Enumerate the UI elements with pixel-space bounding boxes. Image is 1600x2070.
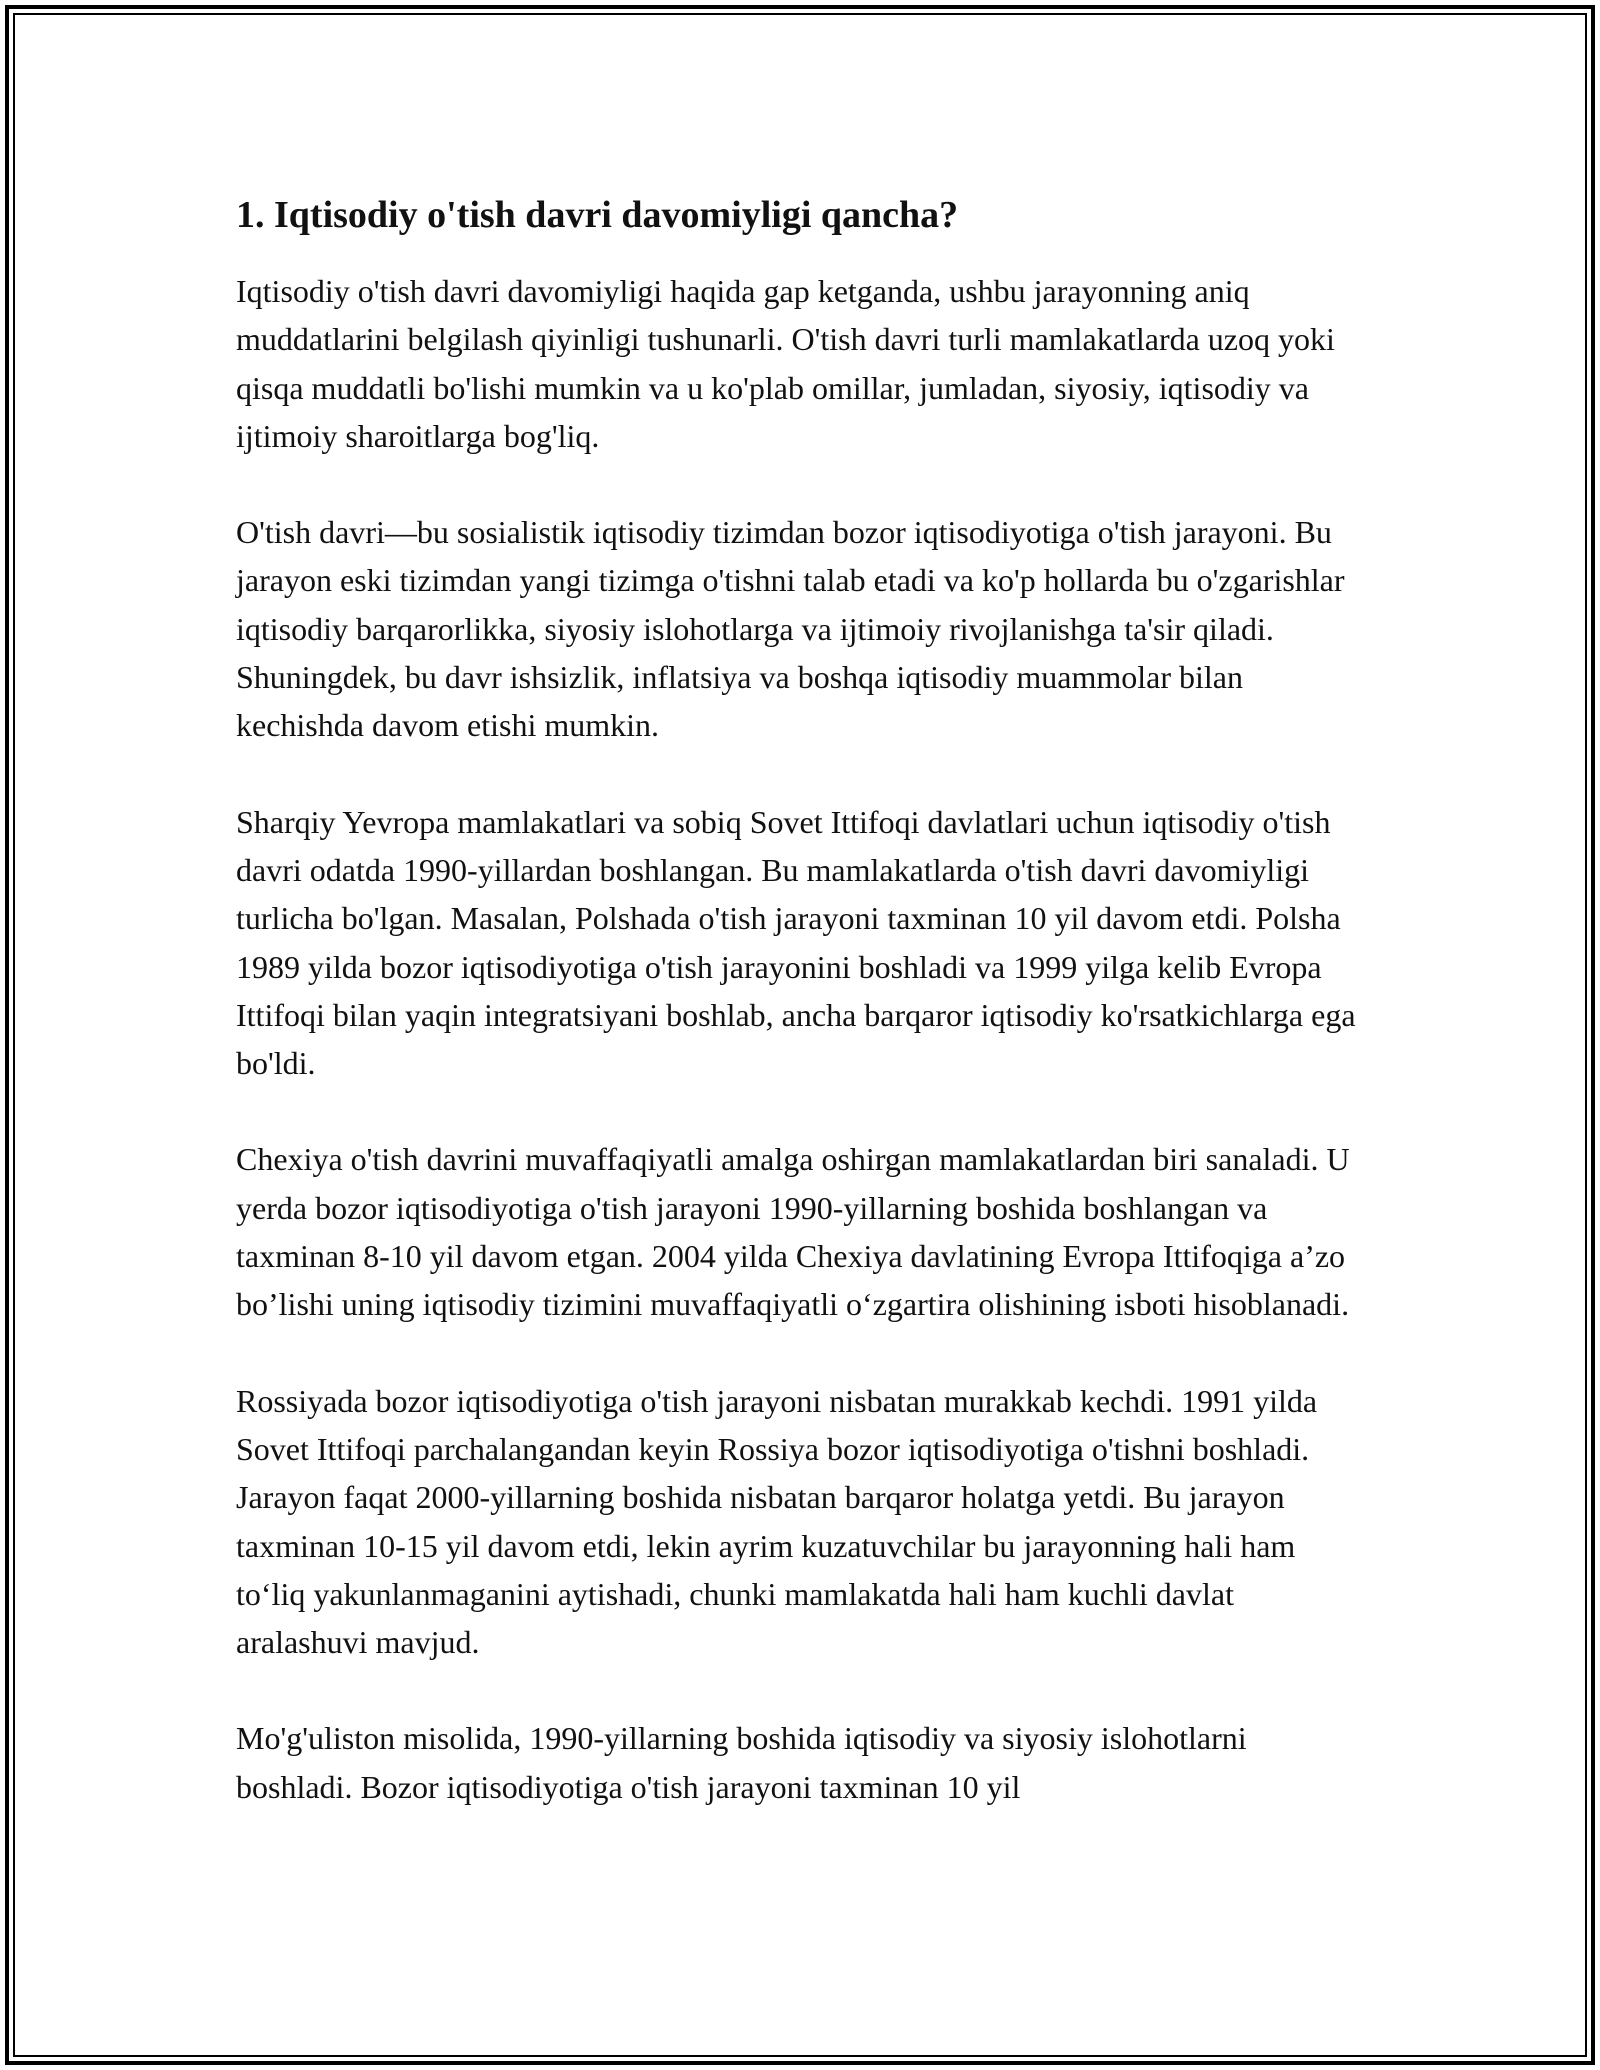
paragraph-mongolia: Mo'g'uliston misolida, 1990-yillarning boshida iqtisodiy va siyosiy islohotlarni boshladi. Bozor iqtisodiyotiga o'tish jarayoni taxminan 10 yil [236,1720,1247,1805]
paragraph-eastern-europe: Sharqiy Yevropa mamlakatlari va sobiq Sovet Ittifoqi davlatlari uchun iqtisodiy o'tish davri odatda 1990-yillardan boshlangan. Bu mamlakatlarda o'tish davri davomiyligi turlicha bo'lgan. Masalan, Polshada o'tish jarayoni taxminan 10 yil davom etdi. Polsha 1989 yilda bozor iqtisodiyotiga o'tish jarayonini boshladi va 1999 yilga kelib Evropa Ittifoqi bilan yaqin integratsiyani boshlab, ancha barqaror iqtisodiy ko'rsatkichlarga ega bo'ldi. [236,803,1356,1082]
paragraph-czechia: Chexiya o'tish davrini muvaffaqiyatli amalga oshirgan mamlakatlardan biri sanaladi. U yerda bozor iqtisodiyotiga o'tish jarayoni 1990-yillarning boshida boshlangan va taxminan 8-10 yil davom etgan. 2004 yilda Chexiya davlatining Evropa Ittifoqiga a’zo bo’lishi uning iqtisodiy tizimini muvaffaqiyatli o‘zgartira olishining isboti hisoblanadi. [236,1141,1350,1323]
document-body [236,185,1366,1859]
paragraph-intro: Iqtisodiy o'tish davri davomiyligi haqida gap ketganda, ushbu jarayonning aniq muddatlarini belgilash qiyinligi tushunarli. O'tish davri turli mamlakatlarda uzoq yoki qisqa muddatli bo'lishi mumkin va u ko'plab omillar, jumladan, siyosiy, iqtisodiy va ijtimoiy sharoitlarga bog'liq. [236,273,1335,454]
paragraph-definition: O'tish davri—bu sosialistik iqtisodiy tizimdan bozor iqtisodiyotiga o'tish jarayoni. Bu jarayon eski tizimdan yangi tizimga o'tishni talab etadi va ko'p hollarda bu o'zgarishlar iqtisodiy barqarorlikka, siyosiy islohotlarga va ijtimoiy rivojlanishga ta'sir qiladi. Shuningdek, bu davr ishsizlik, inflatsiya va boshqa iqtisodiy muammolar bilan kechishda davom etishi mumkin. [236,514,1345,744]
section-heading: 1. Iqtisodiy o'tish davri davomiyligi qancha? [236,194,959,236]
paragraph-russia: Rossiyada bozor iqtisodiyotiga o'tish jarayoni nisbatan murakkab kechdi. 1991 yilda Sovet Ittifoqi parchalangandan keyin Rossiya bozor iqtisodiyotiga o'tishni boshladi. Jarayon faqat 2000-yillarning boshida nisbatan barqaror holatga yetdi. Bu jarayon taxminan 10-15 yil davom etdi, lekin ayrim kuzatuvchilar bu jarayonning hali ham to‘liq yakunlanmaganini aytishadi, chunki mamlakatda hali ham kuchli davlat aralashuvi mavjud. [236,1382,1318,1661]
